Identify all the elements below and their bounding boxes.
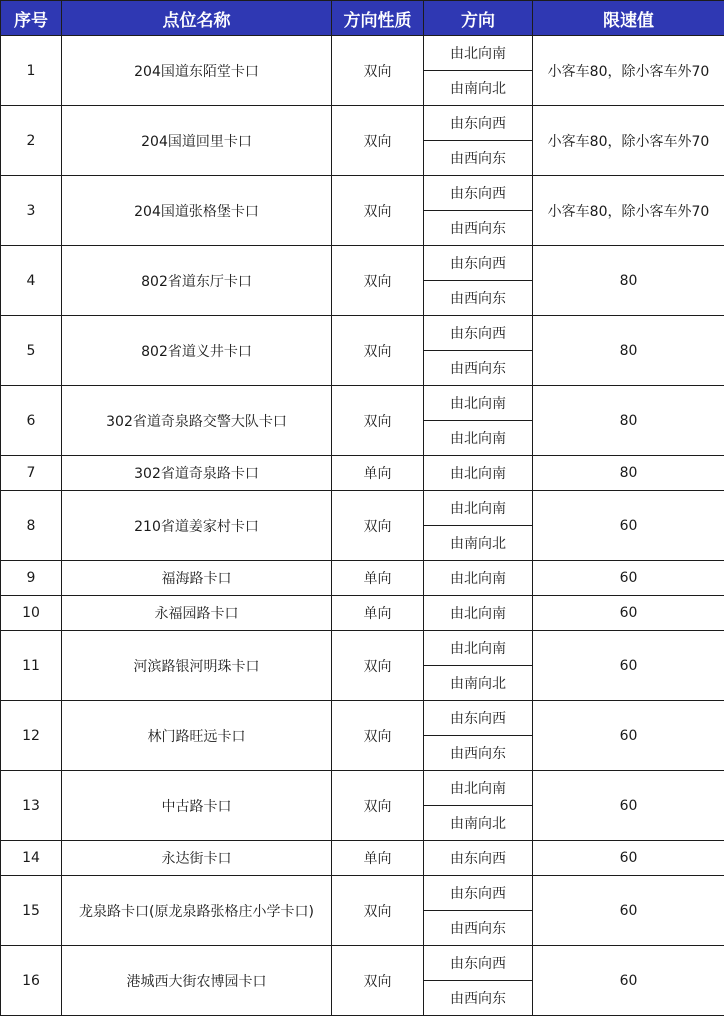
direction-cell: 由南向北 [424,806,533,841]
direction-cell: 由北向南 [424,456,533,491]
seq-cell: 15 [1,876,62,946]
speed-limit-cell: 80 [533,316,724,386]
seq-cell: 11 [1,631,62,701]
direction-cell: 由南向北 [424,526,533,561]
direction-type-cell: 单向 [332,561,424,596]
location-name-cell: 204国道东陌堂卡口 [62,36,332,106]
seq-cell: 12 [1,701,62,771]
seq-cell: 10 [1,596,62,631]
table-row [1,106,724,141]
seq-cell: 6 [1,386,62,456]
location-name-cell: 中古路卡口 [62,771,332,841]
location-name-cell: 204国道回里卡口 [62,106,332,176]
seq-cell: 13 [1,771,62,841]
direction-type-cell: 单向 [332,841,424,876]
location-name-cell: 福海路卡口 [62,561,332,596]
table-row [1,36,724,71]
seq-cell: 8 [1,491,62,561]
direction-cell: 由东向西 [424,316,533,351]
direction-type-cell: 双向 [332,631,424,701]
seq-cell: 14 [1,841,62,876]
location-name-cell: 永福园路卡口 [62,596,332,631]
table-row [1,876,724,911]
direction-cell: 由北向南 [424,771,533,806]
speed-limit-cell: 60 [533,876,724,946]
direction-type-cell: 双向 [332,771,424,841]
location-name-cell: 302省道奇泉路卡口 [62,456,332,491]
direction-cell: 由西向东 [424,911,533,946]
seq-cell: 3 [1,176,62,246]
table-row [1,841,724,876]
location-name-cell: 802省道东厅卡口 [62,246,332,316]
speed-limit-cell: 60 [533,631,724,701]
speed-limit-cell: 80 [533,246,724,316]
direction-type-cell: 单向 [332,456,424,491]
speed-limit-cell: 60 [533,946,724,1016]
direction-type-cell: 双向 [332,246,424,316]
header-speed-limit: 限速值 [533,1,724,36]
direction-cell: 由西向东 [424,141,533,176]
direction-cell: 由西向东 [424,736,533,771]
direction-cell: 由西向东 [424,211,533,246]
direction-cell: 由东向西 [424,246,533,281]
speed-limit-cell: 小客车80，除小客车外70 [533,106,724,176]
speed-limit-cell: 60 [533,771,724,841]
direction-type-cell: 双向 [332,386,424,456]
location-name-cell: 林门路旺远卡口 [62,701,332,771]
table-row [1,596,724,631]
direction-type-cell: 双向 [332,701,424,771]
speed-limit-cell: 60 [533,561,724,596]
direction-cell: 由北向南 [424,421,533,456]
location-name-cell: 河滨路银河明珠卡口 [62,631,332,701]
direction-cell: 由东向西 [424,841,533,876]
speed-limit-cell: 80 [533,386,724,456]
speed-limit-cell: 60 [533,701,724,771]
table-row [1,316,724,351]
table-row [1,456,724,491]
table-row [1,176,724,211]
direction-type-cell: 单向 [332,596,424,631]
direction-cell: 由北向南 [424,561,533,596]
speed-limit-cell: 小客车80，除小客车外70 [533,36,724,106]
direction-cell: 由东向西 [424,701,533,736]
direction-type-cell: 双向 [332,176,424,246]
location-name-cell: 204国道张格堡卡口 [62,176,332,246]
speed-limit-cell: 60 [533,596,724,631]
table-row [1,701,724,736]
direction-cell: 由东向西 [424,876,533,911]
table-row [1,491,724,526]
seq-cell: 5 [1,316,62,386]
table-row [1,631,724,666]
table-row [1,771,724,806]
direction-cell: 由北向南 [424,386,533,421]
seq-cell: 2 [1,106,62,176]
header-name: 点位名称 [62,1,332,36]
speed-limit-cell: 60 [533,841,724,876]
header-row [1,1,724,36]
table-row [1,561,724,596]
direction-cell: 由东向西 [424,946,533,981]
location-name-cell: 302省道奇泉路交警大队卡口 [62,386,332,456]
direction-cell: 由北向南 [424,491,533,526]
seq-cell: 16 [1,946,62,1016]
direction-cell: 由东向西 [424,176,533,211]
seq-cell: 1 [1,36,62,106]
location-name-cell: 802省道义井卡口 [62,316,332,386]
location-name-cell: 龙泉路卡口(原龙泉路张格庄小学卡口) [62,876,332,946]
header-direction: 方向 [424,1,533,36]
location-name-cell: 210省道姜家村卡口 [62,491,332,561]
direction-cell: 由西向东 [424,281,533,316]
direction-cell: 由西向东 [424,981,533,1016]
direction-cell: 由北向南 [424,36,533,71]
direction-cell: 由南向北 [424,666,533,701]
direction-cell: 由北向南 [424,596,533,631]
speed-limit-cell: 80 [533,456,724,491]
table-body [1,36,724,1016]
speed-limit-cell: 60 [533,491,724,561]
direction-type-cell: 双向 [332,316,424,386]
seq-cell: 7 [1,456,62,491]
speed-limit-cell: 小客车80，除小客车外70 [533,176,724,246]
direction-cell: 由南向北 [424,71,533,106]
seq-cell: 4 [1,246,62,316]
direction-type-cell: 双向 [332,876,424,946]
location-name-cell: 永达街卡口 [62,841,332,876]
seq-cell: 9 [1,561,62,596]
direction-cell: 由西向东 [424,351,533,386]
direction-cell: 由北向南 [424,631,533,666]
direction-cell: 由东向西 [424,106,533,141]
table-row [1,386,724,421]
direction-type-cell: 双向 [332,106,424,176]
header-direction-type: 方向性质 [332,1,424,36]
location-name-cell: 港城西大街农博园卡口 [62,946,332,1016]
direction-type-cell: 双向 [332,946,424,1016]
direction-type-cell: 双向 [332,491,424,561]
direction-type-cell: 双向 [332,36,424,106]
header-seq: 序号 [1,1,62,36]
table-row [1,946,724,981]
table-row [1,246,724,281]
